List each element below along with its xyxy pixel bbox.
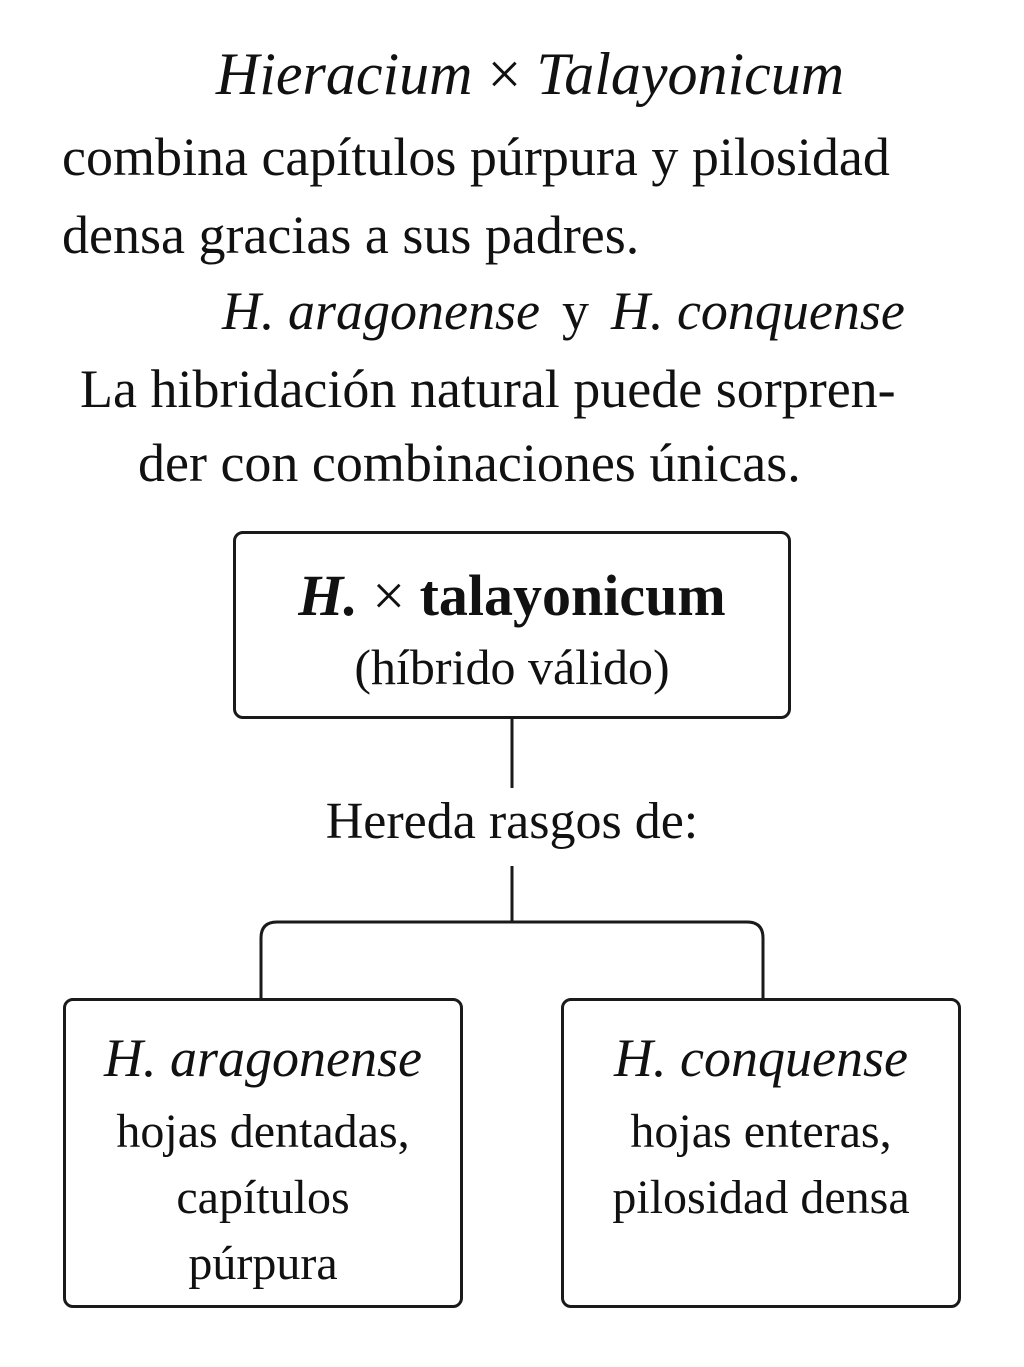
- trait-line: hojas dentadas,: [116, 1105, 410, 1158]
- hybrid-box: [233, 531, 791, 719]
- intro-line-4: der con combinaciones únicas.: [138, 433, 801, 493]
- trait-line: capítulos: [176, 1171, 350, 1224]
- hybrid-status: (híbrido válido): [354, 639, 670, 695]
- hybrid-cross: ×: [372, 563, 406, 628]
- hybrid-name: [236, 562, 788, 629]
- parent-box-conquense: [561, 998, 961, 1308]
- parent-name: H. conquense: [614, 1028, 908, 1088]
- inherits-label: Hereda rasgos de:: [325, 793, 699, 850]
- title-epithet: Talayonicum: [536, 41, 845, 107]
- parent-2-inline: H. conquense: [610, 281, 905, 341]
- parent-traits: [574, 1099, 948, 1231]
- parent-1-inline: H. aragonense: [222, 281, 540, 341]
- trait-line: púrpura: [188, 1237, 338, 1290]
- intro-line-1: combina capítulos púrpura y pilosidad: [62, 127, 890, 187]
- parent-traits: [76, 1099, 450, 1297]
- parents-conjunction: y: [561, 281, 589, 341]
- trait-line: hojas enteras,: [630, 1105, 892, 1158]
- parent-box-aragonense: [63, 998, 463, 1308]
- title-genus: Hieracium: [215, 41, 473, 107]
- intro-line-2: densa gracias a sus padres.: [62, 205, 640, 265]
- hybrid-genus: H.: [298, 563, 358, 628]
- title-cross: ×: [487, 41, 522, 107]
- parent-name: H. aragonense: [104, 1028, 422, 1088]
- intro-line-3: La hibridación natural puede sorpren-: [80, 359, 896, 419]
- trait-line: pilosidad densa: [612, 1171, 910, 1224]
- connector-branch: [261, 922, 763, 998]
- hybrid-epithet: talayonicum: [419, 563, 726, 628]
